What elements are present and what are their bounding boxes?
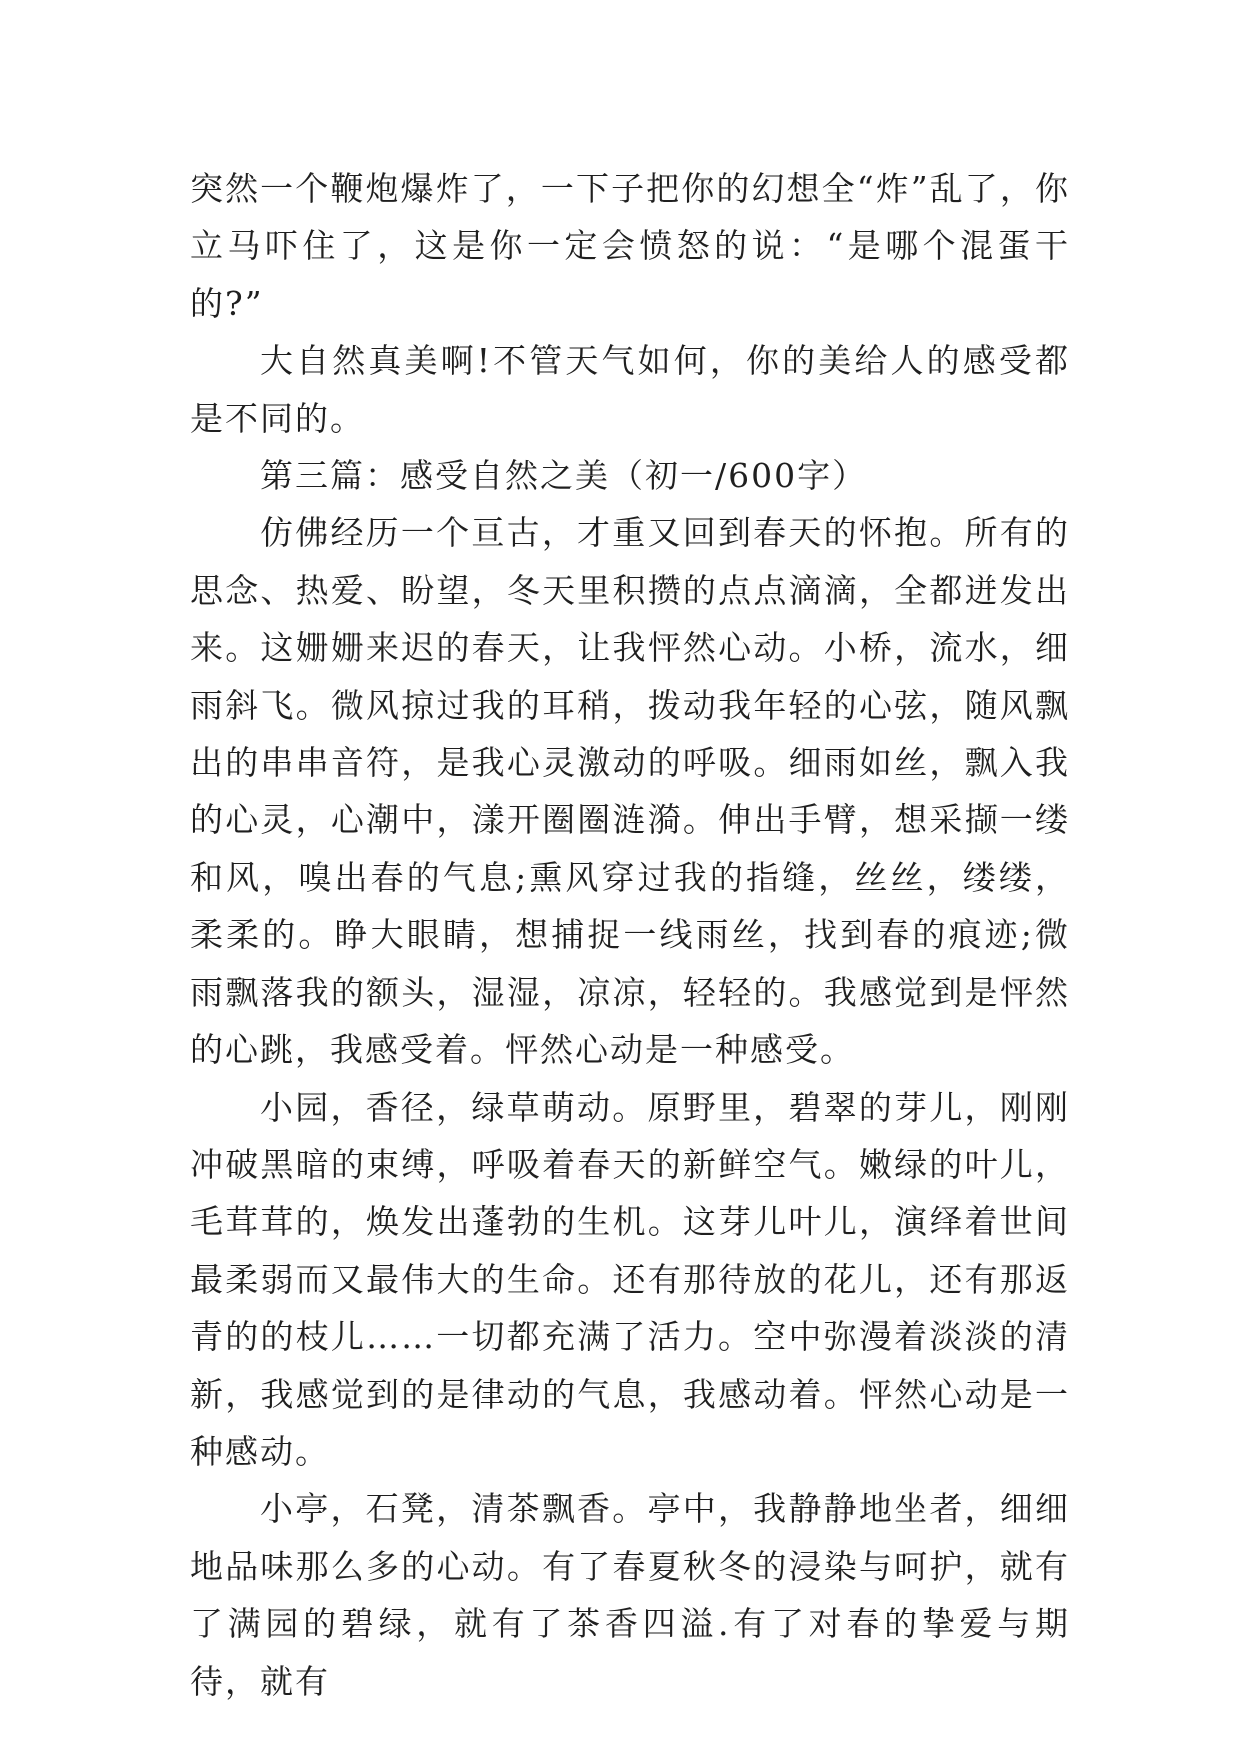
document-body bbox=[190, 160, 1070, 1710]
paragraph-continuation: 突然一个鞭炮爆炸了，一下子把你的幻想全“炸”乱了，你立马吓住了，这是你一定会愤怒的说：“是哪个混蛋干的?” bbox=[190, 169, 1070, 323]
paragraph-nature-beauty: 大自然真美啊!不管天气如何，你的美给人的感受都是不同的。 bbox=[190, 341, 1070, 438]
section-heading: 第三篇：感受自然之美（初一/600字） bbox=[260, 456, 868, 496]
paragraph-pavilion-tea: 小亭，石凳，清茶飘香。亭中，我静静地坐者，细细地品味那么多的心动。有了春夏秋冬的浸染与呵护，就有了满园的碧绿，就有了茶香四溢.有了对春的挚爱与期待，就有 bbox=[190, 1489, 1070, 1701]
paragraph-garden-sprouts: 小园，香径，绿草萌动。原野里，碧翠的芽儿，刚刚冲破黑暗的束缚，呼吸着春天的新鲜空气。嫩绿的叶儿，毛茸茸的，焕发出蓬勃的生机。这芽儿叶儿，演绎着世间最柔弱而又最伟大的生命。还有那待放的花儿，还有那返青的的枝儿……一切都充满了活力。空中弥漫着淡淡的清新，我感觉到的是律动的气息，我感动着。怦然心动是一种感动。 bbox=[190, 1087, 1070, 1471]
paragraph-spring-feeling: 仿佛经历一个亘古，才重又回到春天的怀抱。所有的思念、热爱、盼望，冬天里积攒的点点滴滴，全都迸发出来。这姗姗来迟的春天，让我怦然心动。小桥，流水，细雨斜飞。微风掠过我的耳稍，拨动我年轻的心弦，随风飘出的串串音符，是我心灵激动的呼吸。细雨如丝，飘入我的心灵，心潮中，漾开圈圈涟漪。伸出手臂，想采撷一缕和风，嗅出春的气息;熏风穿过我的指缝，丝丝，缕缕，柔柔的。睁大眼睛，想捕捉一线雨丝，找到春的痕迹;微雨飘落我的额头，湿湿，凉凉，轻轻的。我感觉到是怦然的心跳，我感受着。怦然心动是一种感受。 bbox=[190, 513, 1070, 1070]
